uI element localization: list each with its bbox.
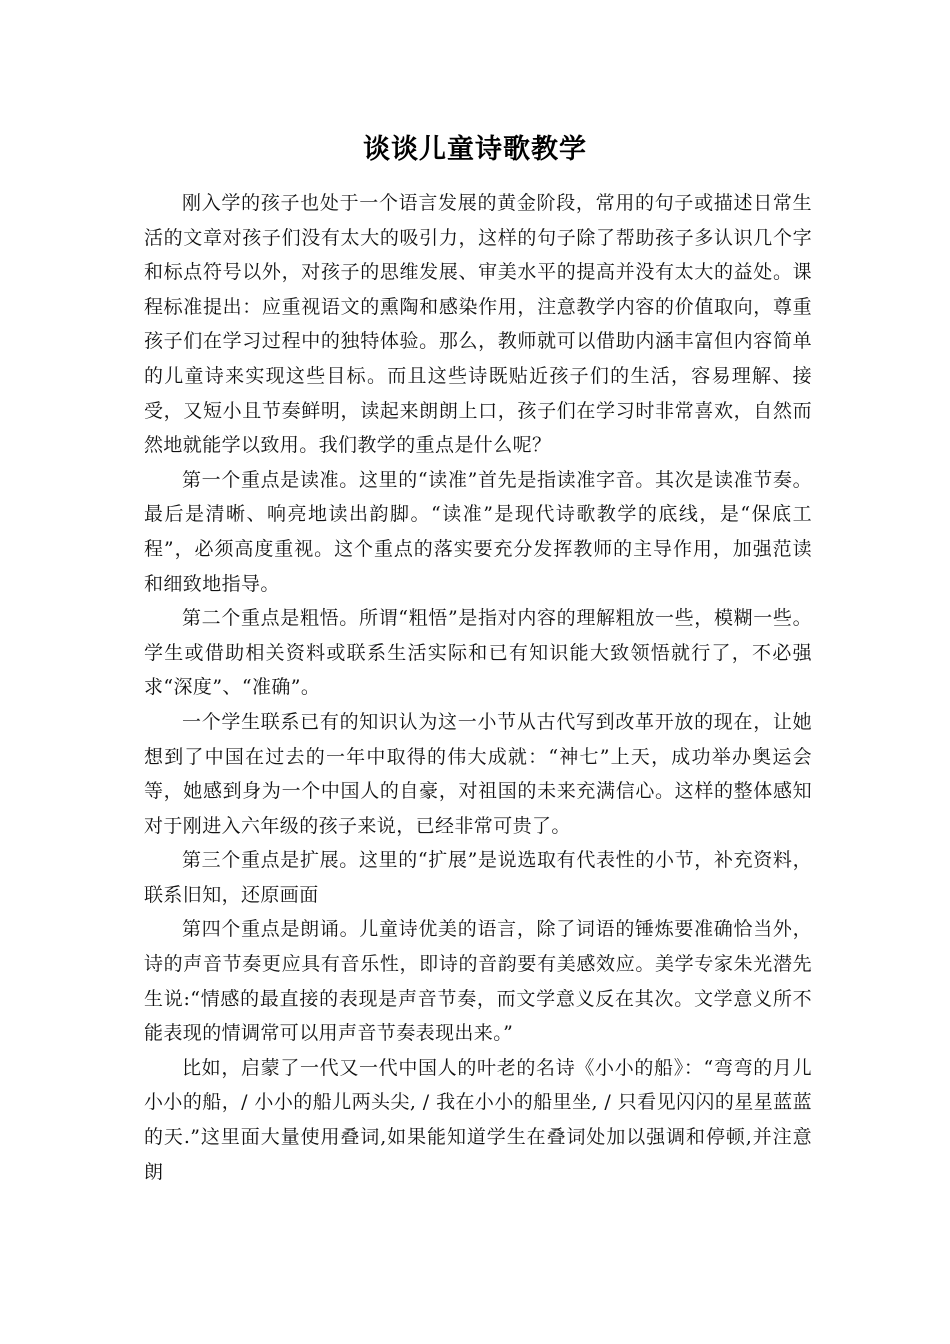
document-body <box>144 186 812 1189</box>
document-title: 谈谈儿童诗歌教学 <box>363 134 587 165</box>
paragraph-focus-one: 第一个重点是读准。这里的“读准”首先是指读准字音。其次是读准节奏。最后是清晰、响亮地读出韵脚。“读准”是现代诗歌教学的底线，是“保底工程”，必须高度重视。这个重点的落实要充分发挥教师的主导作用，加强范读和细致地指导。 <box>144 468 812 595</box>
paragraph-focus-four: 第四个重点是朗诵。儿童诗优美的语言，除了词语的锤炼要准确恰当外，诗的声音节奏更应具有音乐性，即诗的音韵要有美感效应。美学专家朱光潜先生说:“情感的最直接的表现是声音节奏，而文学意义反在其次。文学意义所不能表现的情调常可以用声音节奏表现出来。” <box>144 918 812 1045</box>
paragraph-focus-three: 第三个重点是扩展。这里的“扩展”是说选取有代表性的小节，补充资料，联系旧知，还原画面 <box>144 849 812 906</box>
paragraph-focus-two: 第二个重点是粗悟。所谓“粗悟”是指对内容的理解粗放一些，模糊一些。学生或借助相关资料或联系生活实际和已有知识能大致领悟就行了，不必强求“深度”、“准确”。 <box>144 607 812 699</box>
paragraph-poem-example: 比如，启蒙了一代又一代中国人的叶老的名诗《小小的船》：“弯弯的月儿小小的船，/ 小小的船儿两头尖, / 我在小小的船里坐, / 只看见闪闪的星星蓝蓝的天.”这里面大量使用叠词,如果能知道学生在叠词处加以强调和停顿,并注意朗 <box>144 1056 812 1183</box>
paragraph-student-example: 一个学生联系已有的知识认为这一小节从古代写到改革开放的现在，让她想到了中国在过去的一年中取得的伟大成就：“神七”上天，成功举办奥运会等，她感到身为一个中国人的自豪，对祖国的未来充满信心。这样的整体感知对于刚进入六年级的孩子来说，已经非常可贵了。 <box>144 710 812 837</box>
paragraph-intro: 刚入学的孩子也处于一个语言发展的黄金阶段，常用的句子或描述日常生活的文章对孩子们没有太大的吸引力，这样的句子除了帮助孩子多认识几个字和标点符号以外，对孩子的思维发展、审美水平的提高并没有太大的益处。课程标准提出：应重视语文的熏陶和感染作用，注意教学内容的价值取向，尊重孩子们在学习过程中的独特体验。那么，教师就可以借助内涵丰富但内容简单的儿童诗来实现这些目标。而且这些诗既贴近孩子们的生活，容易理解、接受，又短小且节奏鲜明，读起来朗朗上口，孩子们在学习时非常喜欢，自然而然地就能学以致用。我们教学的重点是什么呢？ <box>144 192 812 457</box>
